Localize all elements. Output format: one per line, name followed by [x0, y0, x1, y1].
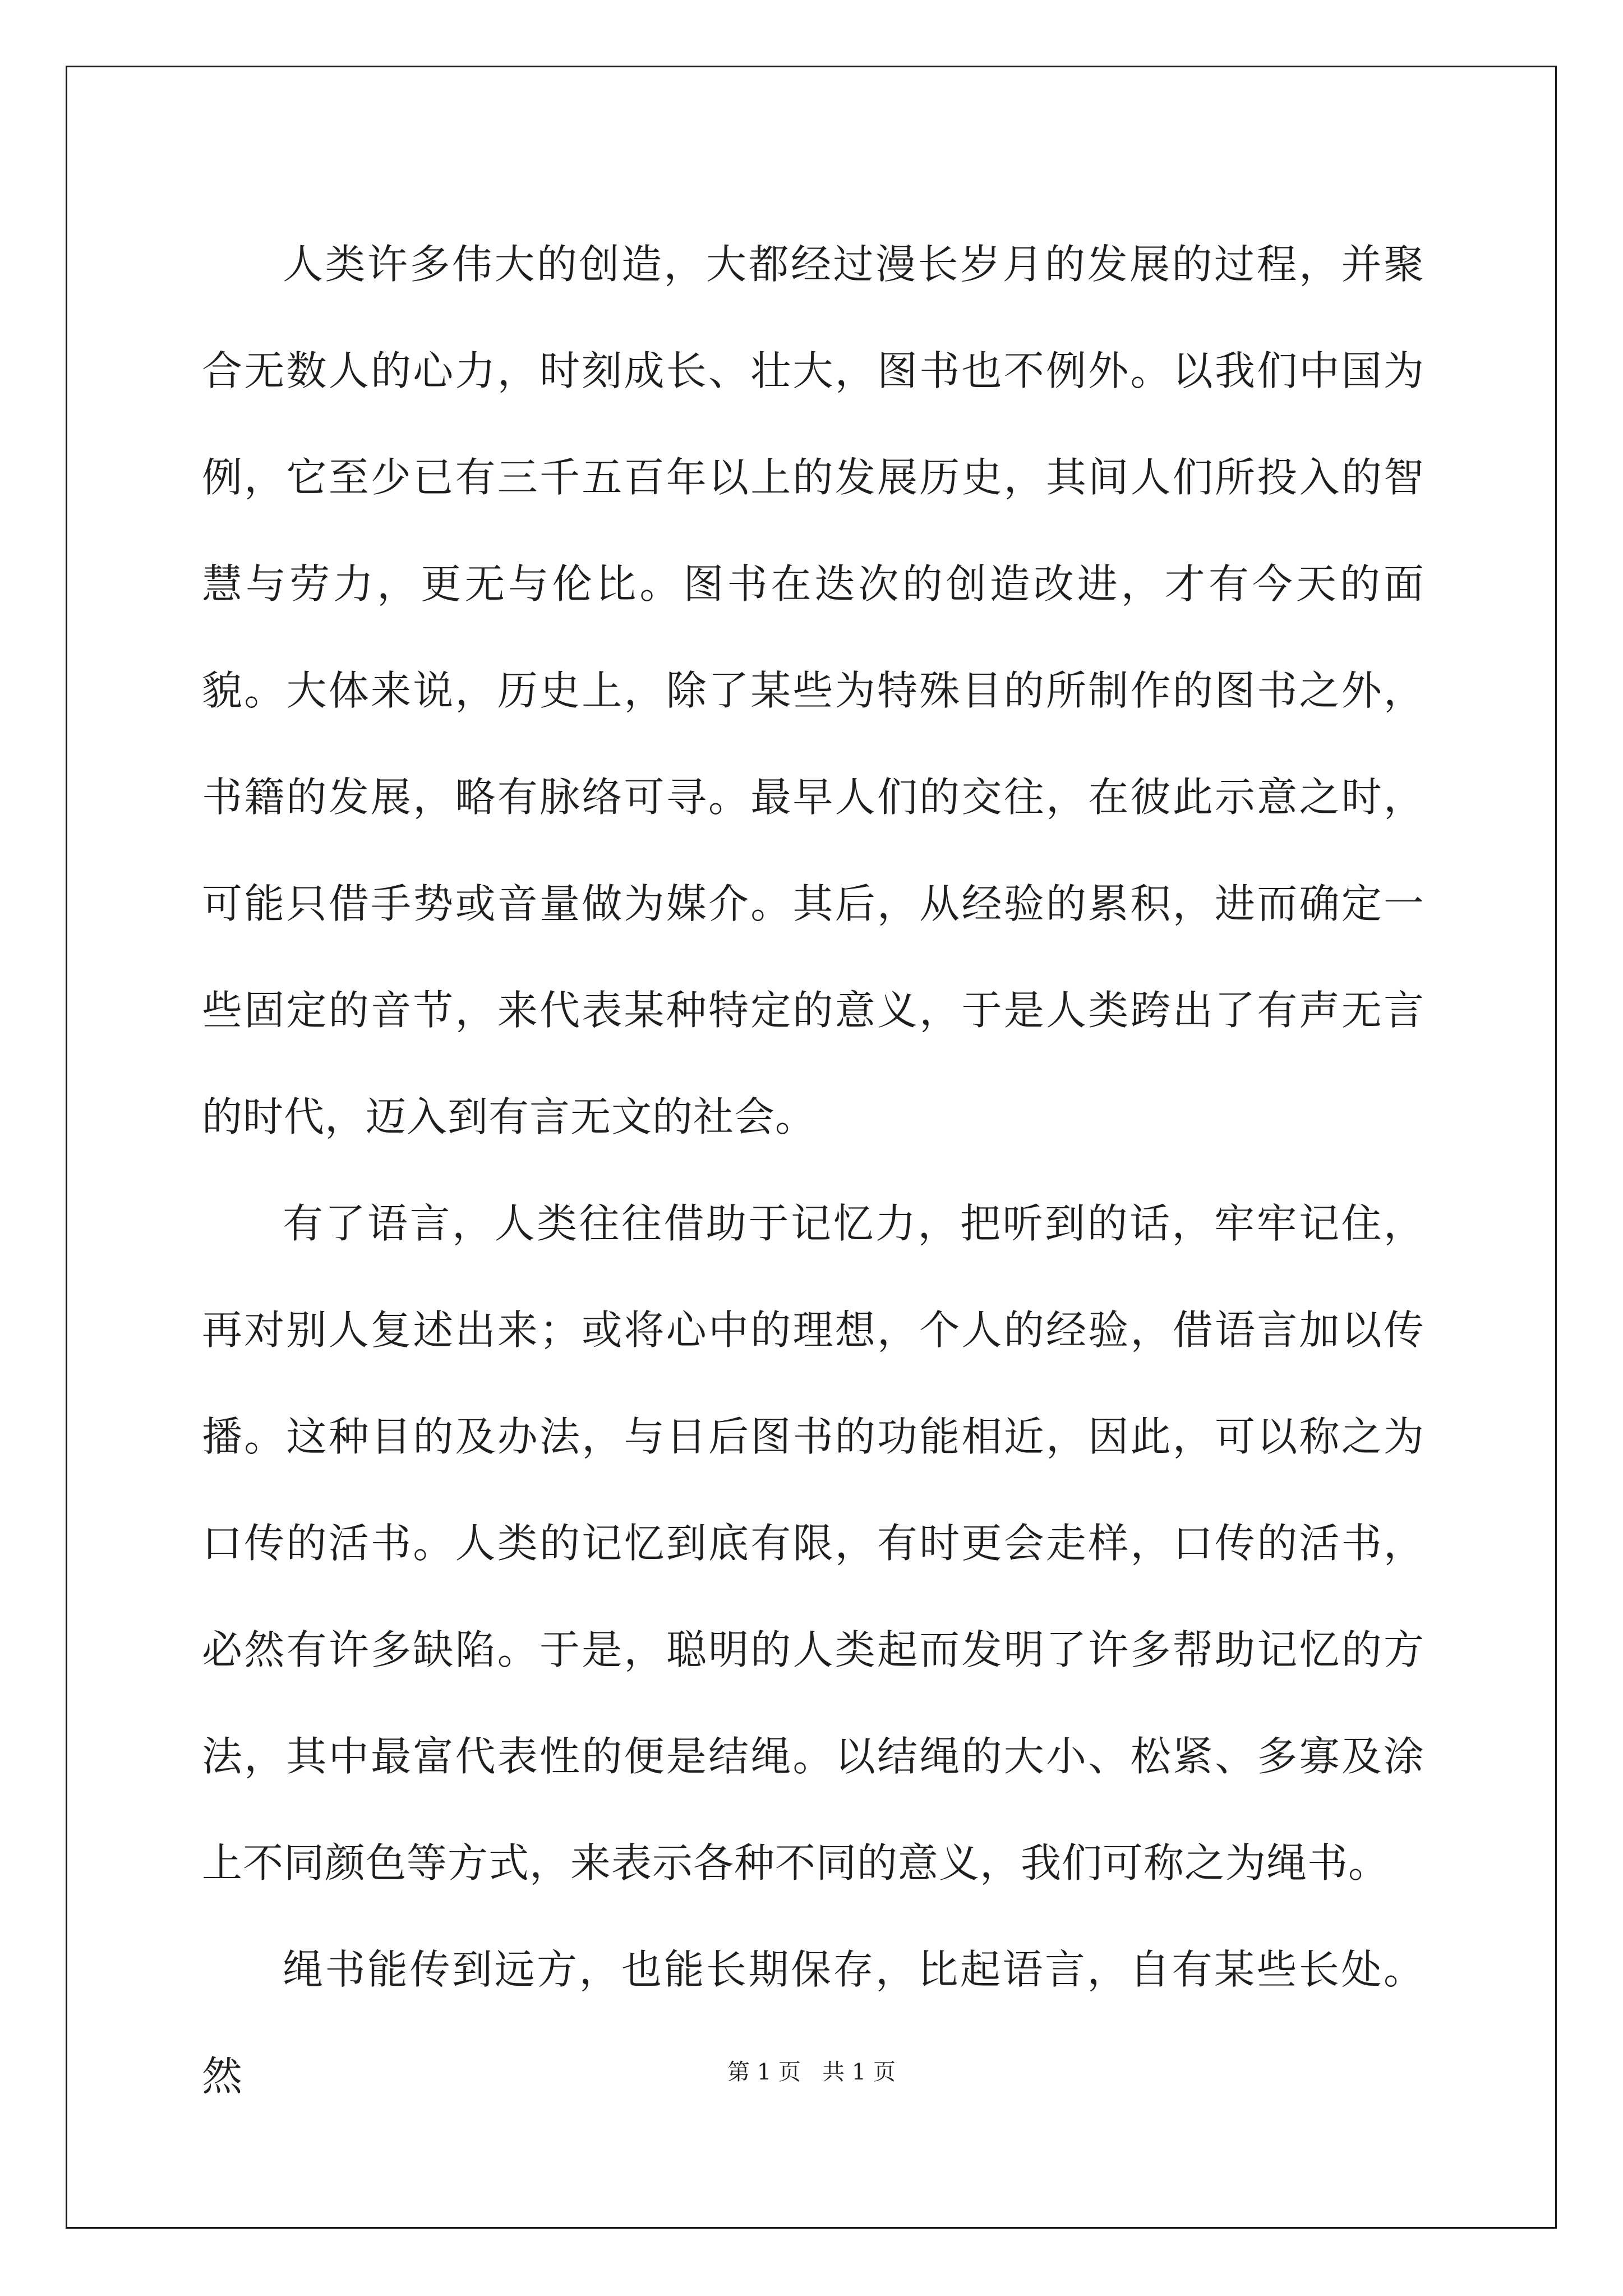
page-number-footer: 第 1 页 共 1 页 [727, 2059, 896, 2085]
paragraph-2: 有了语言，人类往往借助于记忆力，把听到的话，牢牢记住，再对别人复述出来；或将心中的理想，个人的经验，借语言加以传播。这种目的及办法，与日后图书的功能相近，因此，可以称之为口传的活书。人类的记忆到底有限，有时更会走样，口传的活书，必然有许多缺陷。于是，聪明的人类起而发明了许多帮助记忆的方法，其中最富代表性的便是结绳。以结绳的大小、松紧、多寡及涂上不同颜色等方式，来表示各种不同的意义，我们可称之为绳书。 [202, 1200, 1424, 1887]
paragraph-3: 绳书能传到远方，也能长期保存，比起语言，自有某些长处。然 [202, 1946, 1424, 2100]
document-body [202, 211, 1424, 2129]
paragraph-1: 人类许多伟大的创造，大都经过漫长岁月的发展的过程，并聚合无数人的心力，时刻成长、壮大，图书也不例外。以我们中国为例，它至少已有三千五百年以上的发展历史，其间人们所投入的智慧与劳力，更无与伦比。图书在迭次的创造改进，才有今天的面貌。大体来说，历史上，除了某些为特殊目的所制作的图书之外，书籍的发展，略有脉络可寻。最早人们的交往，在彼此示意之时，可能只借手势或音量做为媒介。其后，从经验的累积，进而确定一些固定的音节，来代表某种特定的意义，于是人类跨出了有声无言的时代，迈入到有言无文的社会。 [202, 241, 1424, 1140]
